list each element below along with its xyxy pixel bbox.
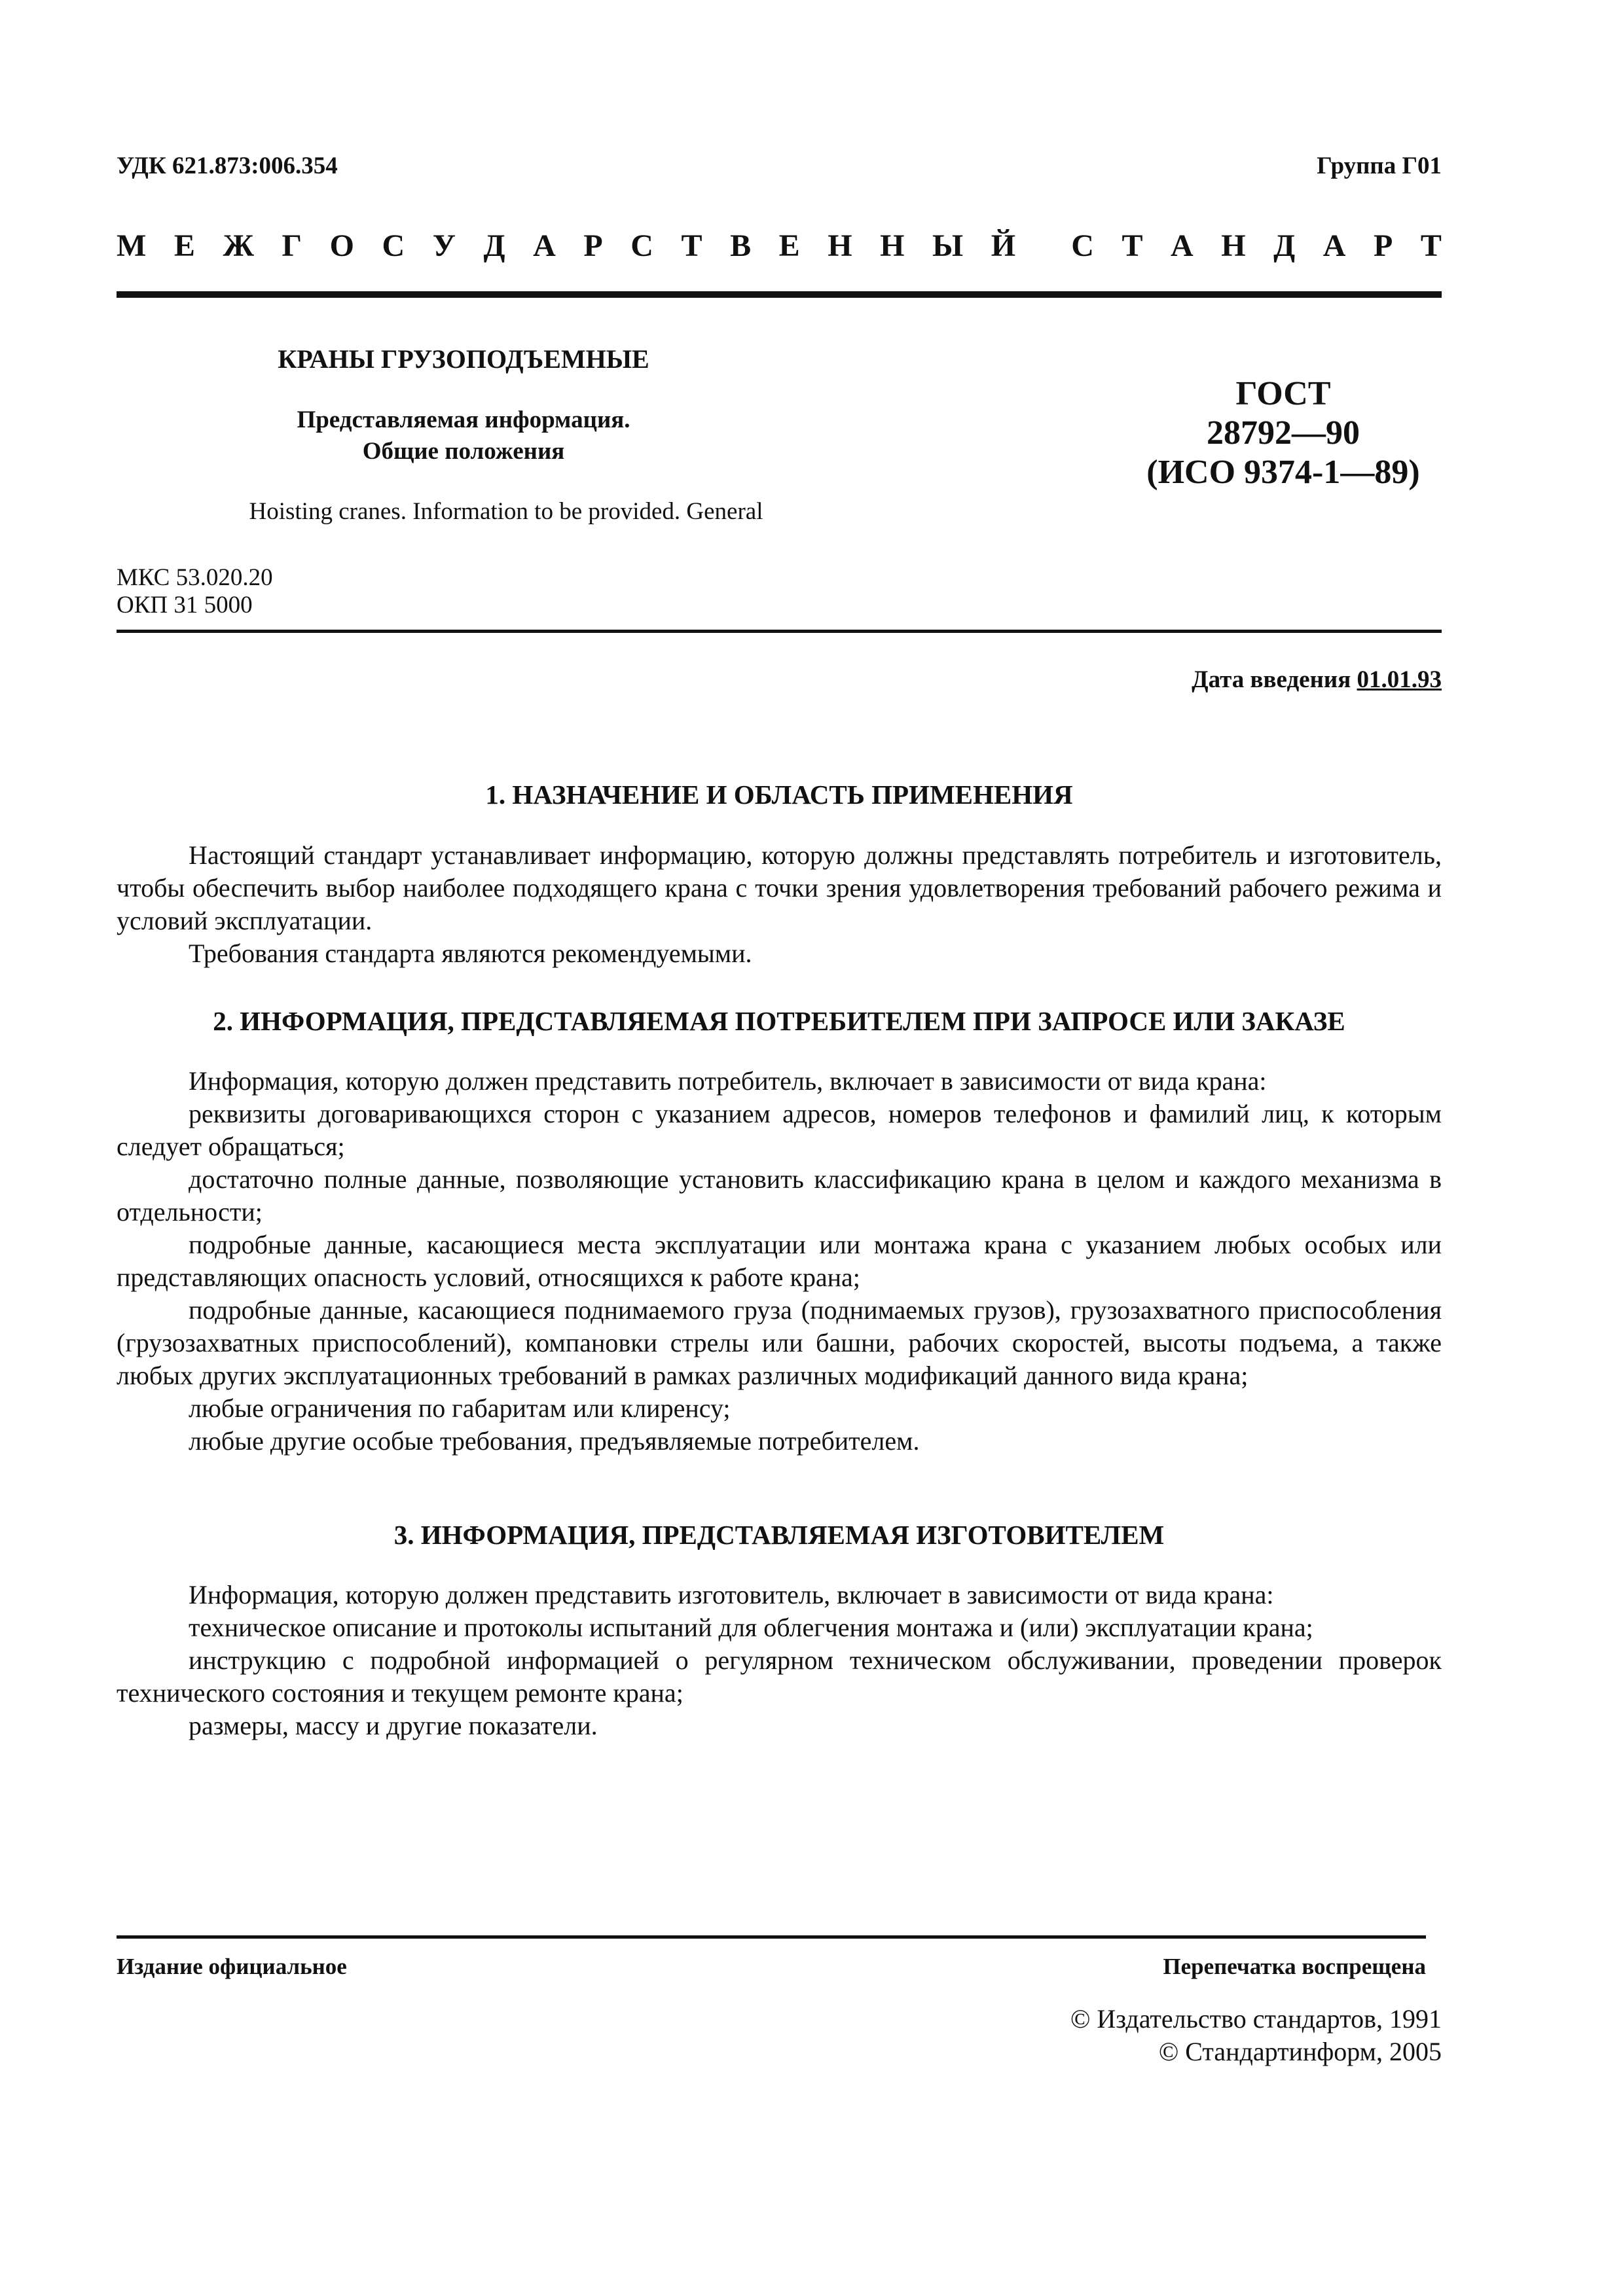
intro-date-value: 01.01.93 xyxy=(1357,666,1442,693)
paragraph: Информация, которую должен представить изготовитель, включает в зависимости от вида крана: xyxy=(189,1580,1274,1609)
iso-number: (ИСО 9374-1—89) xyxy=(1146,454,1420,491)
mks-code: МКС 53.020.20 xyxy=(117,564,273,591)
banner-letter: Е xyxy=(778,228,800,263)
banner-letter: М xyxy=(117,228,147,263)
english-title: Hoisting cranes. Information to be provided. General xyxy=(249,498,763,525)
subtitle-line: Представляемая информация. xyxy=(297,406,630,433)
section-body xyxy=(117,839,1442,970)
title-divider xyxy=(117,630,1442,633)
document-subtitle xyxy=(117,404,811,467)
banner-letter: Д xyxy=(1273,228,1296,263)
section-heading: 3. ИНФОРМАЦИЯ, ПРЕДСТАВЛЯЕМАЯ ИЗГОТОВИТЕЛЕМ xyxy=(393,1520,1165,1550)
banner-letter: Р xyxy=(1373,228,1393,263)
paragraph: Требования стандарта являются рекомендуемыми. xyxy=(189,939,752,968)
banner-letter: Т xyxy=(681,228,702,263)
banner-letter: В xyxy=(730,228,752,263)
section-body xyxy=(117,1579,1442,1742)
banner-letter: Н xyxy=(828,228,852,263)
banner-letter: Ж xyxy=(223,228,254,263)
gost-label: ГОСТ xyxy=(1235,375,1331,412)
paragraph: размеры, массу и другие показатели. xyxy=(189,1711,598,1740)
paragraph: любые ограничения по габаритам или клиренсу; xyxy=(189,1393,731,1423)
paragraph: реквизиты договаривающихся сторон с указанием адресов, номеров телефонов и фамилий лиц, к которым следует обращаться; xyxy=(117,1099,1442,1161)
copyright-block xyxy=(1070,2003,1442,2068)
gost-number: 28792—90 xyxy=(1207,414,1360,452)
banner-letter: Н xyxy=(880,228,905,263)
interstate-standard-banner xyxy=(117,228,1442,264)
paragraph: подробные данные, касающиеся места эксплуатации или монтажа крана с указанием любых особых или представляющих опасность условий, относящихся к работе крана; xyxy=(117,1230,1442,1292)
group-code: Группа Г01 xyxy=(1317,152,1442,179)
paragraph: Информация, которую должен представить потребитель, включает в зависимости от вида крана: xyxy=(189,1066,1267,1096)
copyright-line: © Стандартинформ, 2005 xyxy=(1158,2037,1442,2066)
banner-letter: Н xyxy=(1221,228,1246,263)
copyright-line: © Издательство стандартов, 1991 xyxy=(1070,2004,1442,2034)
banner-letter: Г xyxy=(282,228,302,263)
introduction-date xyxy=(1192,666,1442,694)
classification-codes xyxy=(117,564,273,619)
intro-date-label: Дата введения xyxy=(1192,666,1357,693)
banner-letter: А xyxy=(1171,228,1194,263)
section-body xyxy=(117,1065,1442,1458)
udk-code: УДК 621.873:006.354 xyxy=(117,152,338,179)
footer-divider xyxy=(117,1935,1426,1939)
banner-letter: О xyxy=(329,228,354,263)
section-heading: 2. ИНФОРМАЦИЯ, ПРЕДСТАВЛЯЕМАЯ ПОТРЕБИТЕЛЕМ ПРИ ЗАПРОСЕ ИЛИ ЗАКАЗЕ xyxy=(213,1006,1345,1036)
header-divider xyxy=(117,291,1442,298)
banner-letter: Д xyxy=(483,228,505,263)
banner-letter: Р xyxy=(583,228,603,263)
banner-letter: Т xyxy=(1122,228,1143,263)
banner-letter: С xyxy=(1071,228,1094,263)
official-edition: Издание официальное xyxy=(117,1954,347,1979)
gost-designation xyxy=(1074,374,1493,492)
paragraph: достаточно полные данные, позволяющие установить классификацию крана в целом и каждого механизма в отдельности; xyxy=(117,1164,1442,1227)
banner-letter: Т xyxy=(1420,228,1442,263)
paragraph: Настоящий стандарт устанавливает информацию, которую должны представлять потребитель и изготовитель, чтобы обеспечить выбор наиболее подходящего крана с точки зрения удовлетворения требований рабочего режима и условий эксплуатации. xyxy=(117,840,1442,935)
paragraph: инструкцию с подробной информацией о регулярном техническом обслуживании, проведении проверок технического состояния и текущем ремонте крана; xyxy=(117,1645,1442,1708)
paragraph: подробные данные, касающиеся поднимаемого груза (поднимаемых грузов), грузозахватного приспособления (грузозахватных приспособлений), компановки стрелы или башни, рабочих скоростей, высоты подъема, а также любых других эксплуатационных требований в рамках различных модификаций данного вида крана; xyxy=(117,1295,1442,1390)
okp-code: ОКП 31 5000 xyxy=(117,592,253,619)
banner-letter: У xyxy=(432,228,456,263)
banner-letter: Е xyxy=(173,228,195,263)
banner-letter: С xyxy=(382,228,405,263)
reprint-notice: Перепечатка воспрещена xyxy=(1163,1954,1426,1979)
banner-letter: А xyxy=(533,228,556,263)
section-heading: 1. НАЗНАЧЕНИЕ И ОБЛАСТЬ ПРИМЕНЕНИЯ xyxy=(485,780,1073,810)
subtitle-line: Общие положения xyxy=(362,438,565,465)
paragraph: любые другие особые требования, предъявляемые потребителем. xyxy=(189,1426,920,1456)
banner-letter: С xyxy=(630,228,653,263)
document-title: КРАНЫ ГРУЗОПОДЪЕМНЫЕ xyxy=(278,344,649,374)
paragraph: техническое описание и протоколы испытаний для облегчения монтажа и (или) эксплуатации крана; xyxy=(189,1613,1313,1642)
banner-letter: Й xyxy=(991,228,1016,263)
banner-letter: А xyxy=(1322,228,1346,263)
banner-letter: Ы xyxy=(932,228,964,263)
